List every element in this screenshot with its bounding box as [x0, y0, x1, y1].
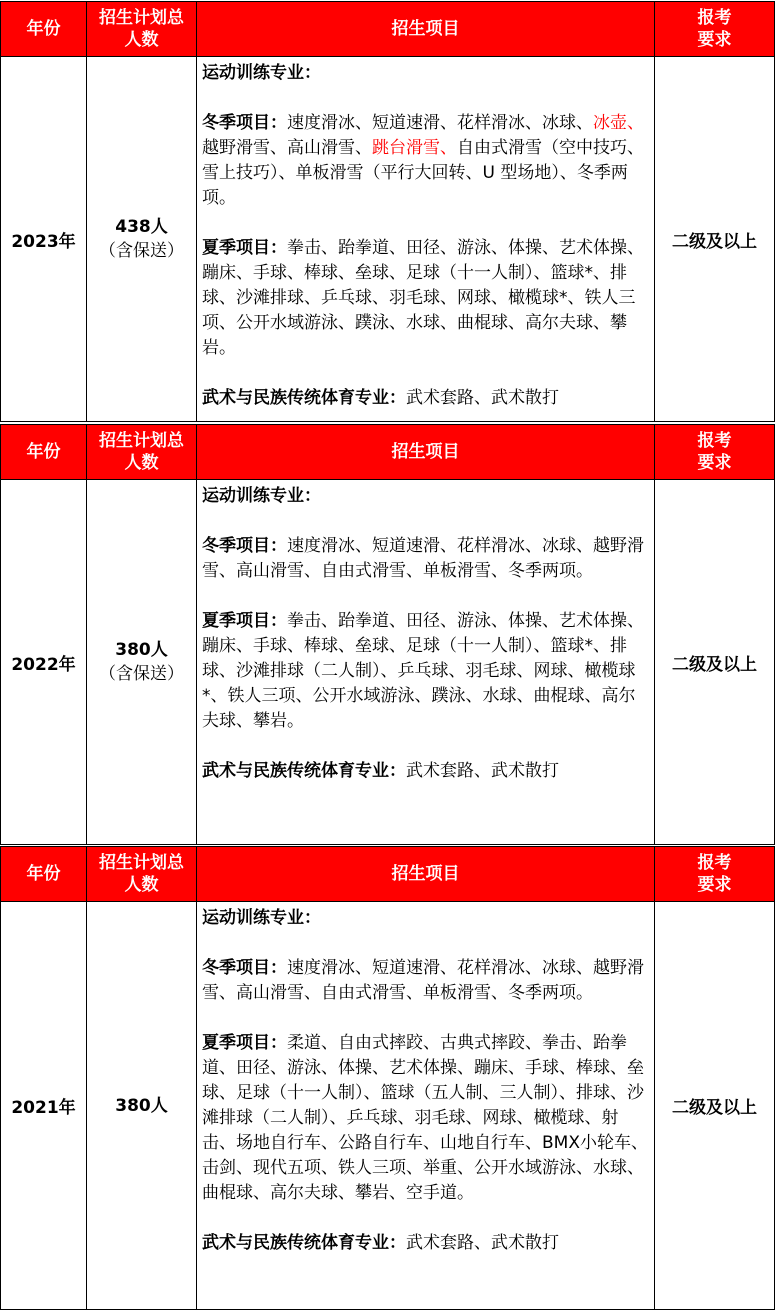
table-row [1, 902, 775, 1310]
major-label: 运动训练专业： [202, 908, 321, 928]
requirement-cell: 二级及以上 [655, 480, 775, 845]
table-row [1, 57, 775, 422]
quota-cell [87, 480, 197, 845]
table-2022 [0, 424, 774, 845]
header-items: 招生项目 [197, 425, 655, 480]
items-cell [197, 480, 655, 845]
header-items: 招生项目 [197, 2, 655, 57]
winter-label: 冬季项目： [202, 113, 287, 133]
header-requirement [655, 847, 775, 902]
quota-value: 380人 [115, 1095, 168, 1116]
quota-cell [87, 57, 197, 422]
quota-note: （含保送） [99, 664, 184, 684]
wushu-label: 武术与民族传统体育专业： [202, 388, 406, 408]
winter-label: 冬季项目： [202, 958, 287, 978]
quota-value: 438人 [115, 217, 168, 237]
winter-items: 速度滑冰、短道速滑、花样滑冰、冰球、越野滑雪、高山滑雪、自由式滑雪、单板滑雪、冬季两项。 [202, 958, 644, 1003]
wushu-label: 武术与民族传统体育专业： [202, 1233, 406, 1253]
table-header [1, 847, 775, 902]
header-items: 招生项目 [197, 847, 655, 902]
summer-label: 夏季项目： [202, 1033, 287, 1053]
header-quota [87, 847, 197, 902]
year-cell: 2023年 [1, 57, 87, 422]
quota-note: （含保送） [99, 241, 184, 261]
header-year: 年份 [1, 425, 87, 480]
winter-highlight-curling: 冰壶、 [593, 113, 644, 133]
table-2021 [0, 846, 774, 1310]
summer-label: 夏季项目： [202, 238, 287, 258]
table-header [1, 2, 775, 57]
table-row [1, 480, 775, 845]
year-cell: 2022年 [1, 480, 87, 845]
winter-items-c: 自由式滑雪（空中技巧、雪上技巧）、单板滑雪（平行大回转、U 型场地）、冬季两项。 [202, 138, 644, 208]
items-cell [197, 902, 655, 1310]
header-requirement-text: 报考要求 [697, 853, 732, 895]
header-quota-text: 招生计划总人数 [99, 431, 184, 473]
winter-label: 冬季项目： [202, 536, 287, 556]
wushu-items: 武术套路、武术散打 [406, 761, 559, 781]
header-year: 年份 [1, 847, 87, 902]
header-requirement [655, 2, 775, 57]
header-requirement-text: 报考要求 [697, 431, 732, 473]
winter-items-b: 越野滑雪、高山滑雪、 [202, 138, 372, 158]
header-quota-text: 招生计划总人数 [99, 8, 184, 50]
header-year: 年份 [1, 2, 87, 57]
header-quota [87, 2, 197, 57]
requirement-cell: 二级及以上 [655, 902, 775, 1310]
wushu-items: 武术套路、武术散打 [406, 388, 559, 408]
header-requirement-text: 报考要求 [697, 8, 732, 50]
summer-items: 拳击、跆拳道、田径、游泳、体操、艺术体操、蹦床、手球、棒球、垒球、足球（十一人制）、篮球*、排球、沙滩排球（二人制）、乒乓球、羽毛球、网球、橄榄球*、铁人三项、公开水域游泳、蹼泳、水球、曲棍球、高尔夫球、攀岩。 [202, 611, 644, 731]
winter-items-a: 速度滑冰、短道速滑、花样滑冰、冰球、 [287, 113, 593, 133]
wushu-label: 武术与民族传统体育专业： [202, 761, 406, 781]
requirement-cell: 二级及以上 [655, 57, 775, 422]
header-quota-text: 招生计划总人数 [99, 853, 184, 895]
quota-cell [87, 902, 197, 1310]
winter-highlight-ski-jumping: 跳台滑雪、 [372, 138, 457, 158]
header-requirement [655, 425, 775, 480]
major-label: 运动训练专业： [202, 486, 321, 506]
summer-label: 夏季项目： [202, 611, 287, 631]
winter-items: 速度滑冰、短道速滑、花样滑冰、冰球、越野滑雪、高山滑雪、自由式滑雪、单板滑雪、冬季两项。 [202, 536, 644, 581]
table-header [1, 425, 775, 480]
year-cell: 2021年 [1, 902, 87, 1310]
items-cell [197, 57, 655, 422]
wushu-items: 武术套路、武术散打 [406, 1233, 559, 1253]
summer-items: 柔道、自由式摔跤、古典式摔跤、拳击、跆拳道、田径、游泳、体操、艺术体操、蹦床、手球、棒球、垒球、足球（十一人制）、篮球（五人制、三人制）、排球、沙滩排球（二人制）、乒乓球、羽毛球、网球、橄榄球、射击、场地自行车、公路自行车、山地自行车、BMX小轮车、击剑、现代五项、铁人三项、举重、公开水域游泳、水球、曲棍球、高尔夫球、攀岩、空手道。 [202, 1033, 648, 1203]
header-quota [87, 425, 197, 480]
major-label: 运动训练专业： [202, 63, 321, 83]
table-2023 [0, 1, 774, 422]
quota-value: 380人 [115, 640, 168, 660]
summer-items: 拳击、跆拳道、田径、游泳、体操、艺术体操、蹦床、手球、棒球、垒球、足球（十一人制）、篮球*、排球、沙滩排球、乒乓球、羽毛球、网球、橄榄球*、铁人三项、公开水域游泳、蹼泳、水球、曲棍球、高尔夫球、攀岩。 [202, 238, 644, 358]
